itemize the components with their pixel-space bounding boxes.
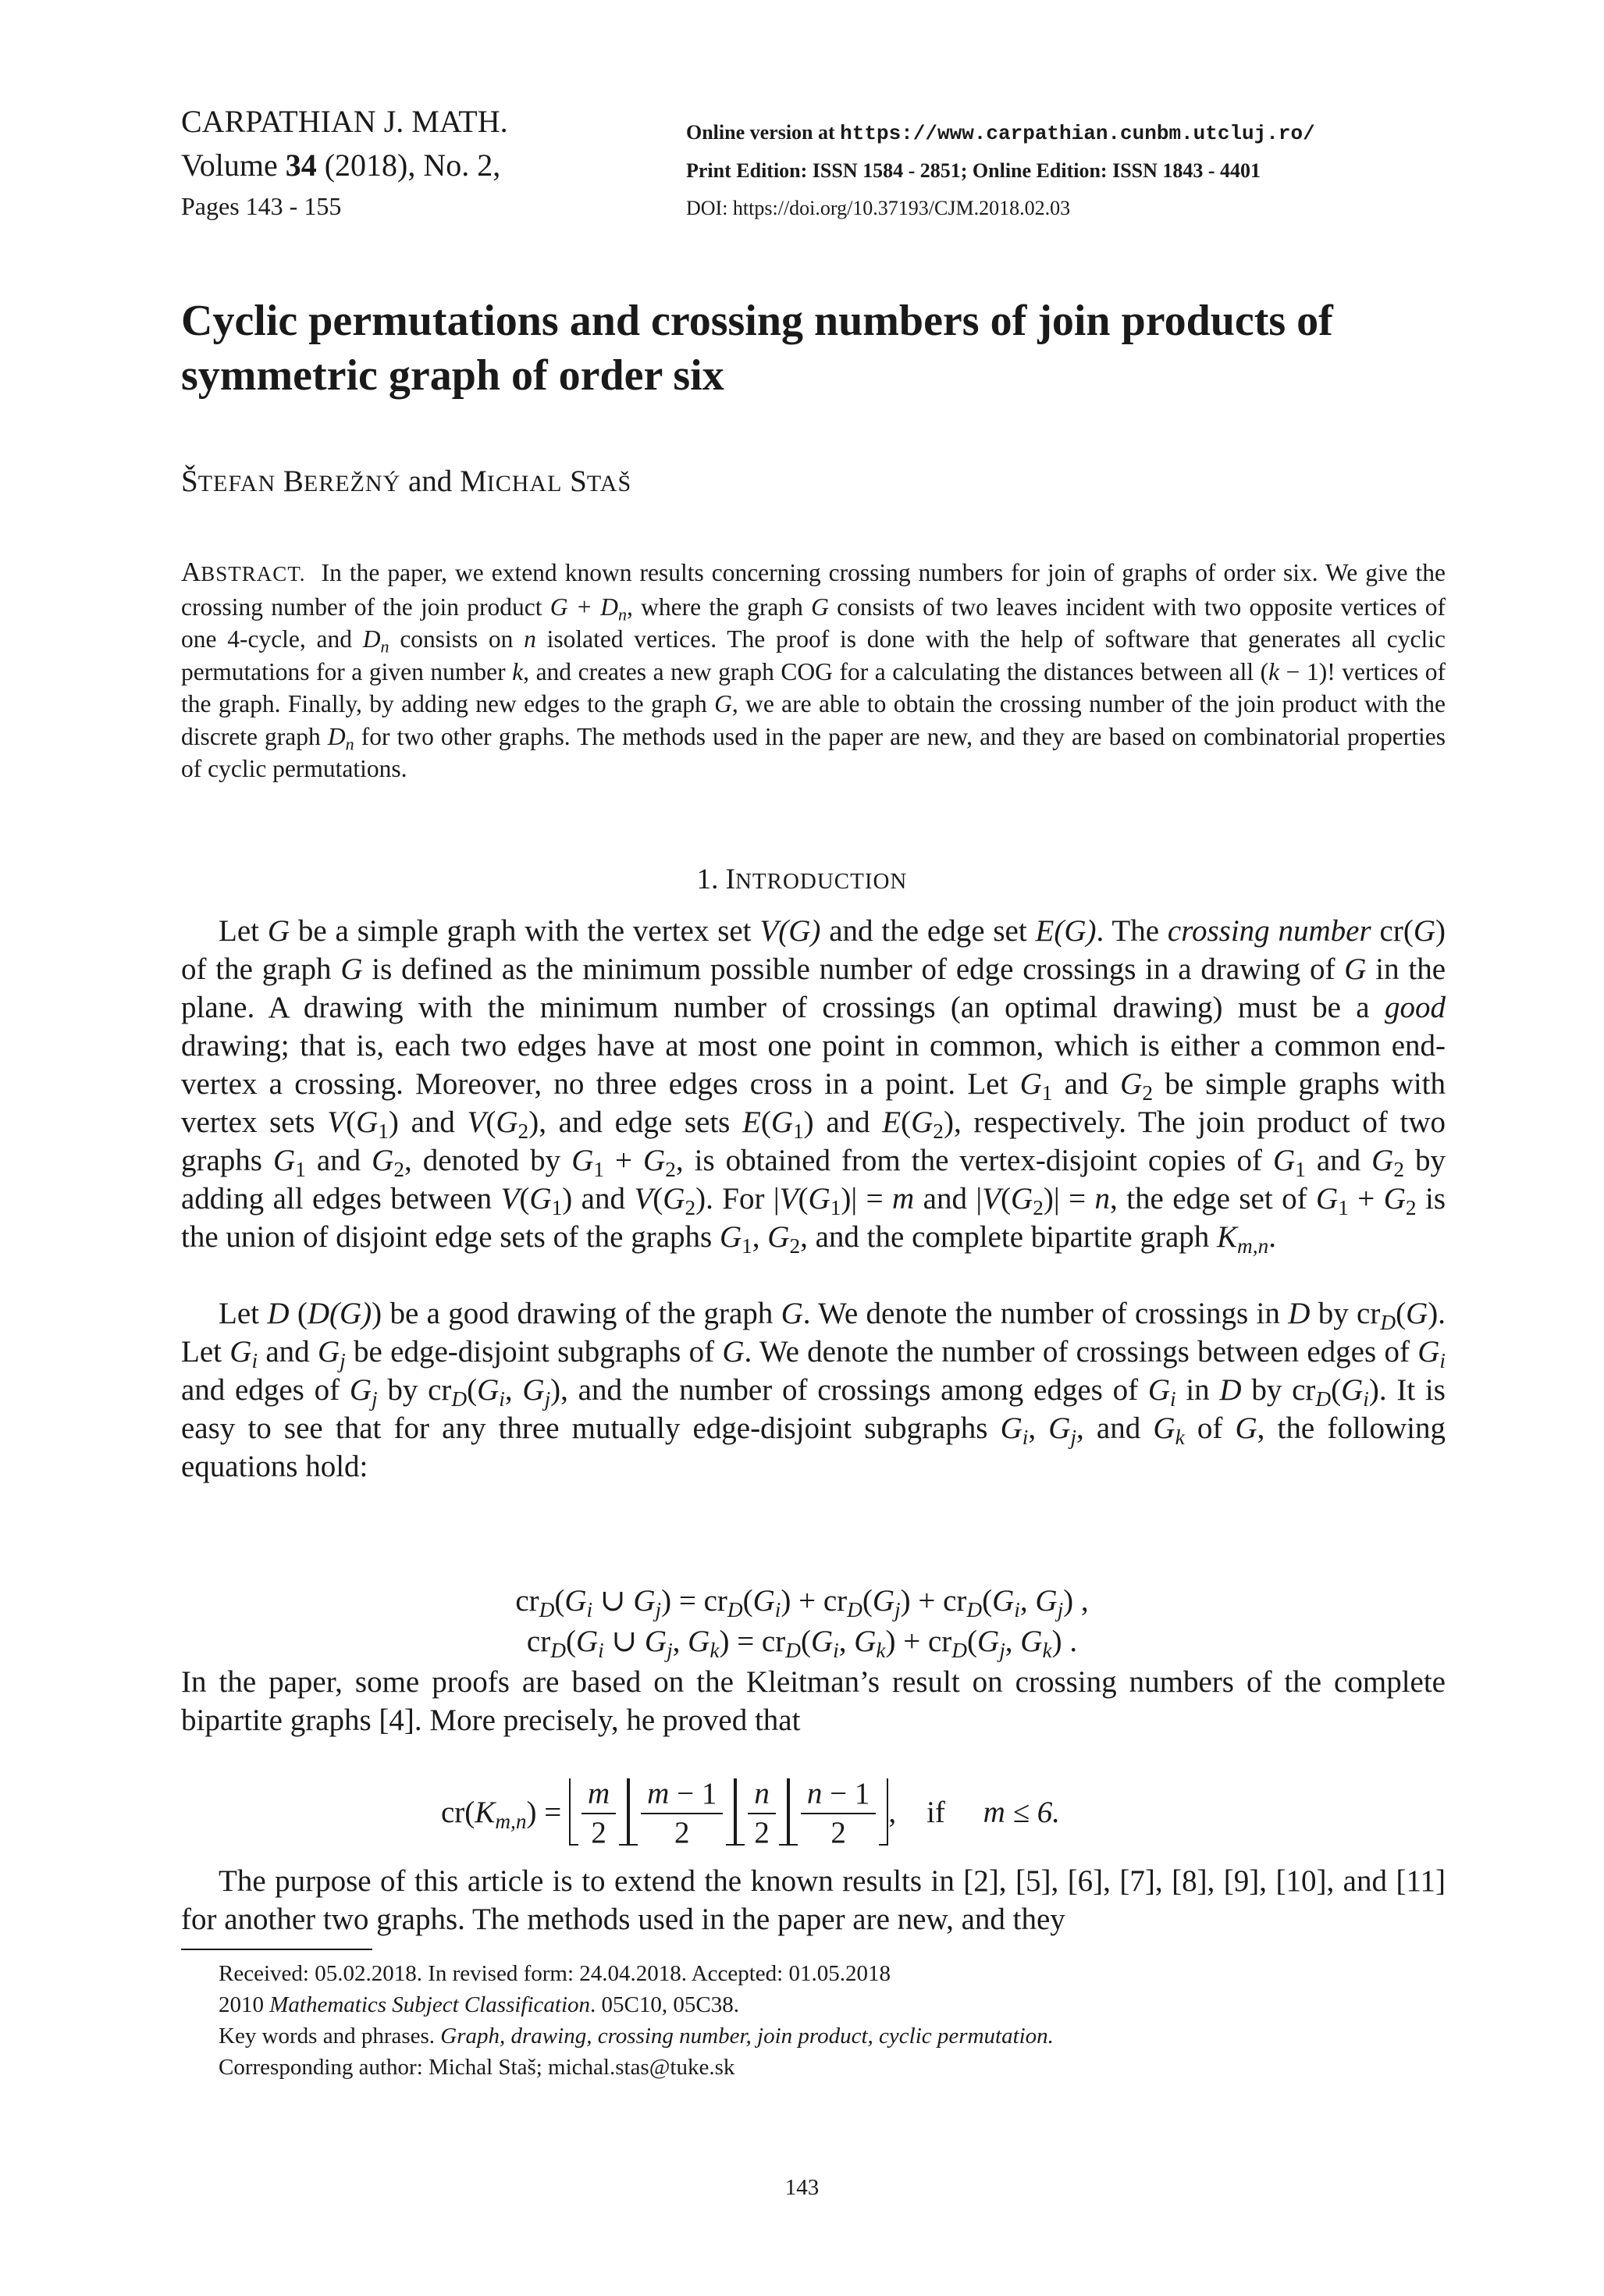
math: G bbox=[1048, 1411, 1071, 1445]
text: be a simple graph with the vertex set bbox=[290, 914, 760, 948]
kleitman-formula: $cr(K_{m,n})$ = $\frac{m}{2}$ $\frac{m - 1}{2}$ $\frac{n}{2}$ $\frac{n - 1}{2}$ , if m ≤ 6. bbox=[441, 1777, 1060, 1849]
math: D bbox=[1288, 1297, 1311, 1330]
math-sub: 2 bbox=[517, 1120, 529, 1144]
math-sub: 2 bbox=[789, 1234, 801, 1258]
math: G bbox=[272, 1144, 296, 1177]
math-sub: D bbox=[1380, 1311, 1396, 1335]
abstract-text: consists on bbox=[389, 625, 525, 653]
math: V bbox=[500, 1182, 520, 1216]
math: G bbox=[356, 1105, 379, 1139]
authors-and: and bbox=[400, 465, 461, 498]
text: and bbox=[813, 1105, 883, 1139]
math: G bbox=[1011, 1182, 1033, 1216]
text: ( bbox=[1331, 1373, 1342, 1407]
math: G bbox=[317, 1335, 340, 1369]
text: , denoted by bbox=[404, 1144, 572, 1177]
math-sub: i bbox=[1022, 1426, 1029, 1450]
abstract-math-sub: n bbox=[380, 636, 389, 657]
journal-name: CARPATHIAN J. MATH. bbox=[181, 104, 508, 139]
math-sub: 1 bbox=[1338, 1196, 1349, 1220]
text: in the plane. A drawing with the minimum number of crossings (an optimal drawing) must be a bbox=[181, 952, 1446, 1024]
term-good: good bbox=[1385, 991, 1446, 1024]
math: G bbox=[1417, 1335, 1440, 1369]
abstract-text: − 1)! vertices of the graph. Finally, by adding new edges to the graph bbox=[181, 657, 1446, 717]
math-sub: 2 bbox=[1142, 1081, 1153, 1105]
math: V bbox=[779, 1182, 798, 1216]
journal-header bbox=[181, 100, 508, 225]
text: be simple graphs with vertex sets bbox=[181, 1067, 1446, 1139]
math-sub: D bbox=[1315, 1387, 1332, 1411]
math: G bbox=[1344, 952, 1367, 986]
math: V bbox=[467, 1105, 486, 1139]
math-sub: 1 bbox=[551, 1196, 563, 1220]
journal-pages: Pages 143 - 155 bbox=[181, 192, 342, 220]
paragraph-intro-2 bbox=[181, 1294, 1446, 1486]
doi[interactable]: DOI: https://doi.org/10.37193/CJM.2018.02.03 bbox=[686, 197, 1071, 219]
formula-condition: m ≤ 6. bbox=[983, 1795, 1060, 1829]
math: G bbox=[372, 1144, 394, 1177]
math-sub: 2 bbox=[665, 1158, 676, 1182]
math: G bbox=[267, 914, 290, 948]
math: G bbox=[571, 1144, 594, 1177]
math: V bbox=[327, 1105, 347, 1139]
text: | = bbox=[1053, 1182, 1095, 1216]
math: G bbox=[1341, 1373, 1364, 1407]
abstract-label bbox=[181, 557, 306, 587]
text: , and the complete bipartite graph bbox=[800, 1220, 1218, 1254]
math: G bbox=[770, 1105, 794, 1139]
math: G bbox=[722, 1335, 745, 1369]
abstract-math-sub: n bbox=[617, 604, 628, 625]
text: is the union of disjoint edge sets of the graphs bbox=[181, 1182, 1446, 1254]
text: ) be a good drawing of the graph bbox=[372, 1297, 781, 1330]
text: by cr bbox=[377, 1373, 452, 1407]
math-sub: 2 bbox=[1033, 1196, 1044, 1220]
math: G bbox=[1413, 914, 1435, 948]
print-edition: Print Edition: ISSN 1584 - 2851; Online Edition: ISSN 1843 - 4401 bbox=[686, 159, 1261, 182]
formula-if: if bbox=[926, 1795, 945, 1829]
abstract-math: n bbox=[524, 625, 536, 653]
math: G bbox=[663, 1182, 685, 1216]
msc-codes: . 05C10, 05C38. bbox=[590, 1992, 739, 2017]
paragraph-kleitman: In the paper, some proofs are based on the Kleitman’s result on crossing numbers of the complete bipartite graphs [4]. More precisely, he proved that bbox=[181, 1665, 1446, 1737]
math: V bbox=[982, 1182, 1001, 1216]
text: drawing; that is, each two edges have at most one point in common, which is either a common end-vertex a crossing. Moreover, no three edges cross in a point. Let bbox=[181, 1029, 1446, 1101]
math: G bbox=[1235, 1411, 1257, 1445]
footnote-msc bbox=[219, 1989, 1054, 2020]
text: . bbox=[1268, 1220, 1276, 1254]
text: Let bbox=[219, 914, 268, 948]
math: E bbox=[742, 1105, 761, 1139]
text: and the edge set bbox=[820, 914, 1036, 948]
section-heading-introduction bbox=[0, 860, 1604, 901]
math: G bbox=[1120, 1067, 1143, 1101]
paper-title: Cyclic permutations and crossing numbers of join products of symmetric graph of order six bbox=[181, 297, 1333, 400]
text: cr( bbox=[1371, 914, 1414, 948]
footnote-keywords bbox=[219, 2020, 1054, 2052]
math: G bbox=[1406, 1297, 1428, 1330]
math: G bbox=[529, 1182, 552, 1216]
abstract-text: , and creates a new graph COG for a calculating the distances between all ( bbox=[523, 657, 1269, 685]
math-sub: m,n bbox=[1237, 1234, 1269, 1258]
equation-1: $cr_D(G_i$ ∪ $G_j) = cr_D(G_i) + cr_D(G_j) + cr_D(G_i$, $G_j$) , bbox=[515, 1584, 1089, 1622]
math: m bbox=[892, 1182, 915, 1216]
text: in bbox=[1175, 1373, 1220, 1407]
math: V(G) bbox=[759, 914, 821, 948]
author1-last-rest: EREŽNÝ bbox=[303, 471, 401, 497]
math: G bbox=[229, 1335, 252, 1369]
volume-number: 34 bbox=[285, 148, 317, 183]
keywords-list: Graph, drawing, crossing number, join product, cyclic permutation. bbox=[440, 2024, 1054, 2049]
text: ( bbox=[289, 1297, 308, 1330]
online-version bbox=[686, 114, 1315, 152]
math: G bbox=[1147, 1373, 1170, 1407]
abstract-math: G + D bbox=[549, 593, 618, 621]
text: . For | bbox=[706, 1182, 780, 1216]
math: G bbox=[477, 1373, 500, 1407]
equation-2: $cr_D(G_i$ ∪ $G_j$, $G_k) = cr_D(G_i$, $G_k) + cr_D(G_j$, $G_k$) . bbox=[526, 1625, 1078, 1663]
math: G bbox=[1371, 1144, 1394, 1177]
text: . We denote the number of crossings in bbox=[802, 1297, 1289, 1330]
abstract-math: k bbox=[1268, 657, 1280, 685]
abstract-label-initial: A bbox=[181, 557, 201, 587]
abstract-math: G bbox=[811, 593, 829, 621]
math: G bbox=[719, 1220, 742, 1254]
paragraph-intro-1: Let G be a simple graph with the vertex set V(G) and the edge set E(G). The crossing number cr(G) of the graph G is defined as the minimum possible number of edge crossings in a drawing of G in the plane. A drawing with the minimum number of crossings (an optimal drawing) must be a good drawing; that is, each two edges have at most one point in common, which is either a common end-vertex a crossing. Moreover, no three edges cross in a point. Let $G_1$ and $G_2$ be simple graphs with vertex sets $V(G_1)$ and $V(G_2)$, and edge sets $E(G_1)$ and $E(G_2)$, respectively. The join product of two graphs $G_1$ and $G_2$, denoted by $G_1 + G_2$, is obtained from the vertex-disjoint copies of $G_1$ and $G_2$ by adding all edges between $V(G_1)$ and $V(G_2)$. For $|V(G_1)| = m$ and $|V(G_2)| = n$, the edge set of $G_1 + G_2$ is the union of disjoint edge sets of the graphs $G_1$, $G_2$, and the complete bipartite graph $K_{m,n}$. bbox=[181, 914, 1446, 1258]
abstract-text: consists of two leaves incident with two opposite vertices of one 4-cycle, and bbox=[181, 593, 1446, 653]
math-sub: 2 bbox=[685, 1196, 696, 1220]
math: G bbox=[349, 1373, 372, 1407]
author2-first-rest: ICHAL bbox=[486, 471, 563, 497]
math-sub: 1 bbox=[793, 1120, 804, 1144]
abstract-text: isolated vertices. The proof is done with the help of software that generates all cyclic permutations for a given number bbox=[181, 625, 1446, 685]
abstract-text: , where the graph bbox=[627, 593, 812, 621]
text: and bbox=[258, 1335, 318, 1369]
math-sub: 1 bbox=[1295, 1158, 1306, 1182]
math-sub: D bbox=[451, 1387, 468, 1411]
text: and | bbox=[914, 1182, 983, 1216]
math: G bbox=[808, 1182, 830, 1216]
footnote-rule bbox=[181, 1949, 372, 1950]
abstract-text: In the paper, we extend known results concerning crossing numbers for join of graphs of order six. We give the crossing number of the join product bbox=[181, 559, 1446, 621]
text: Let bbox=[219, 1297, 268, 1330]
math: n bbox=[1094, 1182, 1111, 1216]
abstract-math-sub: n bbox=[345, 734, 354, 754]
section-title-initial: I bbox=[725, 863, 735, 895]
journal-volume bbox=[181, 144, 508, 187]
math-sub: 1 bbox=[742, 1234, 752, 1258]
msc-year: 2010 bbox=[219, 1992, 270, 2017]
paragraph-purpose: The purpose of this article is to extend the known results in [2], [5], [6], [7], [8], [9], [10], and [11] for another two graphs. The methods used in the paper are new, and they bbox=[181, 1864, 1446, 1936]
math-sub: i bbox=[499, 1387, 505, 1411]
msc-label: Mathematics Subject Classification bbox=[269, 1992, 591, 2017]
page-number: 143 bbox=[784, 2175, 820, 2200]
abstract-label-rest: BSTRACT. bbox=[201, 562, 306, 586]
math: D bbox=[267, 1297, 290, 1330]
abstract-text: for two other graphs. The methods used in the paper are new, and they are based on combinatorial properties of cyclic permutations. bbox=[181, 722, 1446, 782]
text: is defined as the minimum possible number of edge crossings in a drawing of bbox=[362, 952, 1345, 986]
text: ( bbox=[1396, 1297, 1407, 1330]
text: ( bbox=[467, 1373, 478, 1407]
math-sub: i bbox=[1169, 1387, 1176, 1411]
math: G bbox=[1000, 1411, 1023, 1445]
math: G bbox=[1316, 1182, 1339, 1216]
math: G bbox=[340, 952, 363, 986]
abstract-math: G bbox=[714, 690, 732, 717]
author2-last-rest: TAŠ bbox=[586, 471, 632, 497]
text: by adding all edges between bbox=[181, 1144, 1446, 1216]
text: ), and the number of crossings among edges of bbox=[550, 1373, 1148, 1407]
math: V bbox=[634, 1182, 653, 1216]
text: and bbox=[1052, 1067, 1121, 1101]
math: G bbox=[767, 1220, 790, 1254]
math: G bbox=[1383, 1182, 1406, 1216]
math: E(G) bbox=[1035, 914, 1097, 948]
math-sub: 2 bbox=[933, 1120, 944, 1144]
math-sub: 1 bbox=[295, 1158, 306, 1182]
text: ). It is easy to see that for any three mutually edge-disjoint subgraphs bbox=[181, 1373, 1446, 1445]
abstract-math: k bbox=[512, 657, 524, 685]
text: | = bbox=[851, 1182, 893, 1216]
math-sub: 1 bbox=[593, 1158, 605, 1182]
authors bbox=[181, 462, 631, 504]
text: , the edge set of bbox=[1110, 1182, 1317, 1216]
text: ). Let bbox=[181, 1297, 1446, 1369]
math: G bbox=[643, 1144, 666, 1177]
term-crossing-number: crossing number bbox=[1167, 914, 1371, 948]
abstract-math: D bbox=[327, 722, 346, 750]
text: , respectively. The join product of two graphs bbox=[181, 1105, 1446, 1177]
text: , bbox=[504, 1373, 523, 1407]
text: , bbox=[1028, 1411, 1049, 1445]
volume-suffix: (2018), No. 2, bbox=[316, 148, 501, 183]
text: and bbox=[572, 1182, 635, 1216]
text: by cr bbox=[1310, 1297, 1381, 1330]
math: G bbox=[1153, 1411, 1175, 1445]
text: , and bbox=[1076, 1411, 1154, 1445]
text: , is obtained from the vertex-disjoint copies of bbox=[675, 1144, 1273, 1177]
text: . We denote the number of crossings between edges of bbox=[744, 1335, 1418, 1369]
footnote-received: Received: 05.02.2018. In revised form: 24.04.2018. Accepted: 01.05.2018 bbox=[219, 1961, 891, 1986]
math: G bbox=[496, 1105, 518, 1139]
math: G bbox=[1019, 1067, 1042, 1101]
math: D bbox=[1219, 1373, 1242, 1407]
math-sub: 1 bbox=[830, 1196, 841, 1220]
math: D(G) bbox=[307, 1297, 372, 1330]
online-label: Online version at bbox=[686, 121, 841, 144]
footnote-corresponding: Corresponding author: Michal Staš; michal.stas@tuke.sk bbox=[219, 2055, 735, 2080]
math: G bbox=[781, 1297, 803, 1330]
math-sub: 2 bbox=[393, 1158, 404, 1182]
math: G bbox=[911, 1105, 934, 1139]
text: , bbox=[752, 1220, 768, 1254]
text: . The bbox=[1096, 914, 1168, 948]
text: and bbox=[398, 1105, 468, 1139]
math-sub: i bbox=[251, 1349, 258, 1373]
text: by cr bbox=[1241, 1373, 1316, 1407]
math-sub: 1 bbox=[1041, 1081, 1053, 1105]
abstract-text: , we are able to obtain the crossing number of the join product with the discrete graph bbox=[181, 690, 1446, 750]
text: , and edge sets bbox=[539, 1105, 743, 1139]
author2-last-initial: S bbox=[570, 465, 587, 498]
text: of bbox=[1184, 1411, 1236, 1445]
math-sub: 2 bbox=[1393, 1158, 1404, 1182]
abstract-math: D bbox=[362, 625, 381, 653]
math-sub: 1 bbox=[378, 1120, 389, 1144]
math-sub: k bbox=[1175, 1426, 1185, 1450]
math: K bbox=[1217, 1220, 1238, 1254]
math-sub: i bbox=[1439, 1349, 1446, 1373]
author1-first-rest: TEFAN bbox=[197, 471, 276, 497]
keywords-label: Key words and phrases. bbox=[219, 2024, 441, 2049]
text: and bbox=[305, 1144, 372, 1177]
math-sub: j bbox=[544, 1387, 551, 1411]
edition-info bbox=[686, 114, 1315, 227]
math-sub: j bbox=[340, 1349, 346, 1373]
section-number: 1. bbox=[696, 863, 726, 895]
footnotes bbox=[219, 1958, 1054, 2083]
author1-last-initial: B bbox=[283, 465, 304, 498]
text: ) of the graph bbox=[181, 914, 1446, 986]
text: , the following equations hold: bbox=[181, 1411, 1446, 1483]
online-url-link[interactable]: https://www.carpathian.cunbm.utcluj.ro/ bbox=[840, 122, 1315, 145]
math-sub: 2 bbox=[1405, 1196, 1417, 1220]
math-sub: j bbox=[372, 1387, 378, 1411]
math: G bbox=[1273, 1144, 1296, 1177]
math: G bbox=[522, 1373, 545, 1407]
math-sub: j bbox=[1070, 1426, 1077, 1450]
section-title-rest: NTRODUCTION bbox=[734, 869, 908, 894]
volume-prefix: Volume bbox=[181, 148, 286, 183]
abstract bbox=[181, 556, 1446, 785]
text: and bbox=[1305, 1144, 1372, 1177]
text: and edges of bbox=[181, 1373, 350, 1407]
text: be edge-disjoint subgraphs of bbox=[345, 1335, 723, 1369]
author1-first-initial: Š bbox=[181, 465, 198, 498]
author2-first-initial: M bbox=[460, 465, 487, 498]
math-sub: i bbox=[1363, 1387, 1369, 1411]
math: E bbox=[882, 1105, 902, 1139]
